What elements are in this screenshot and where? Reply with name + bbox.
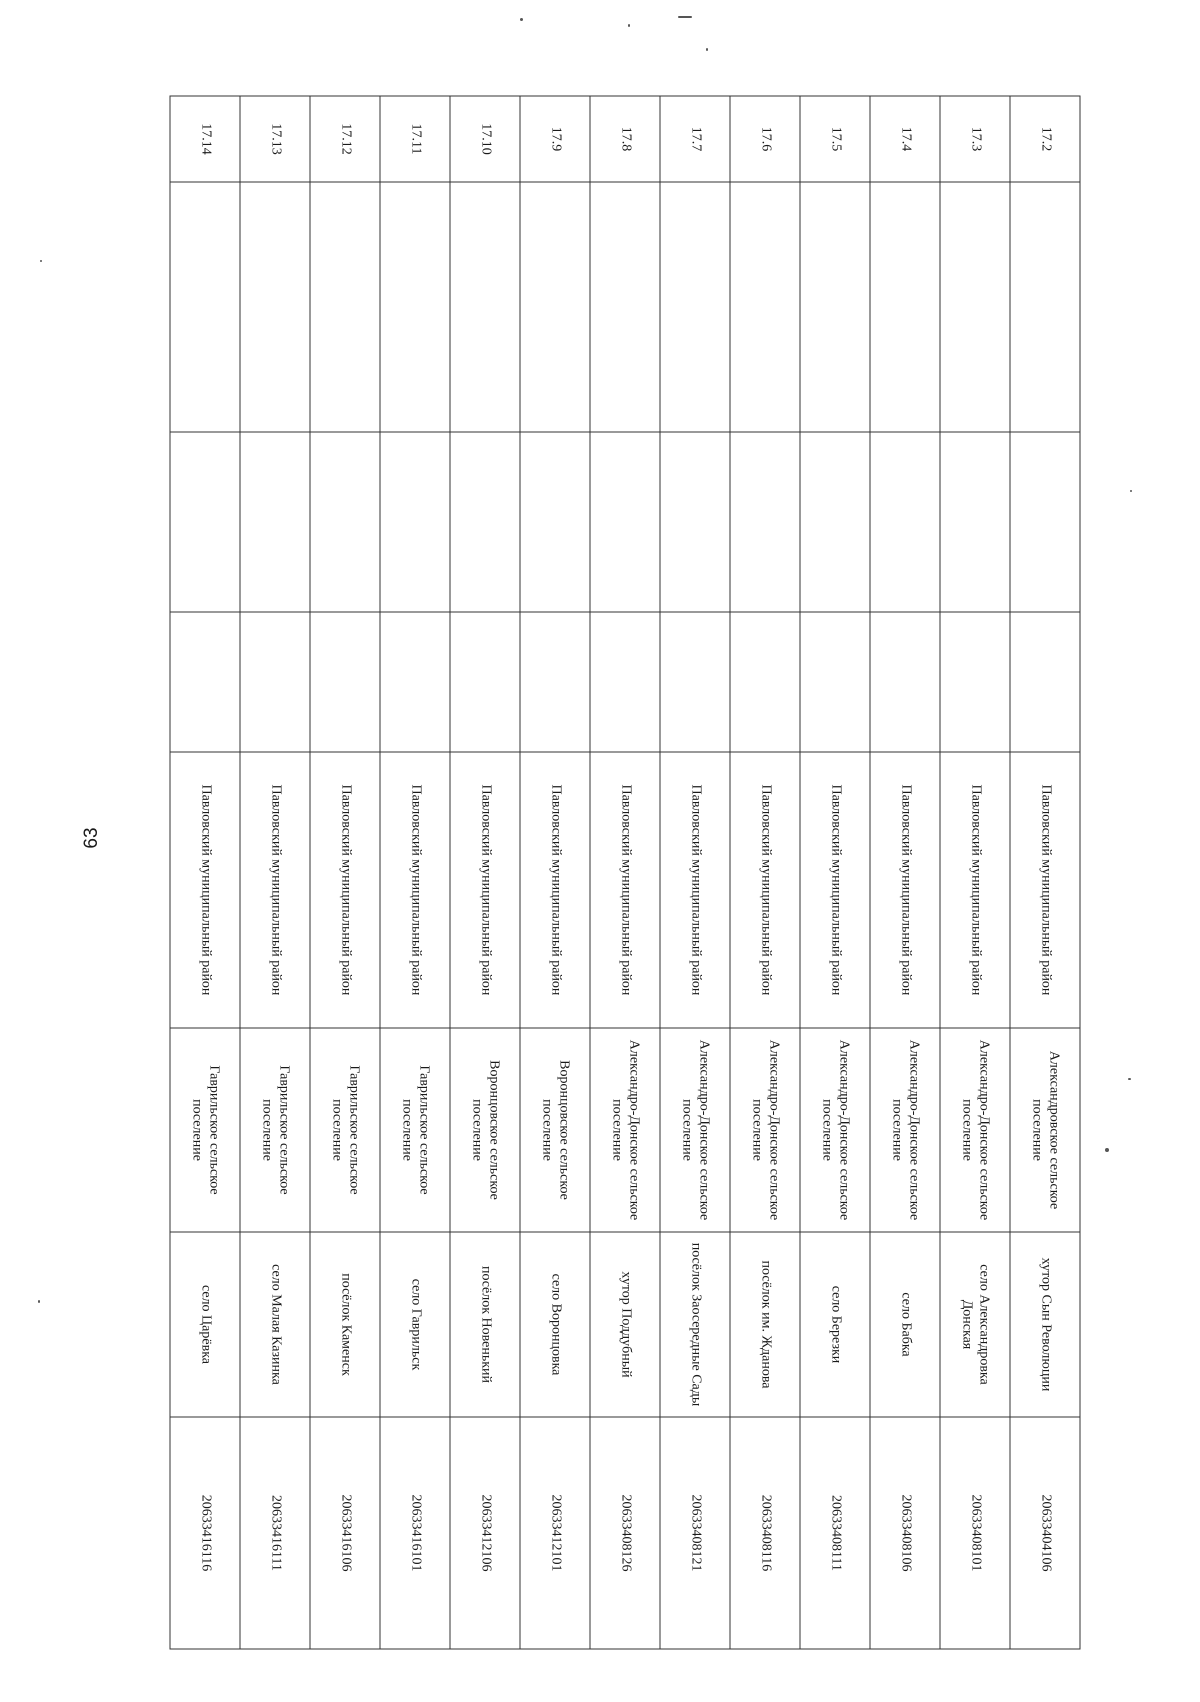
row-number-cell: 17.2	[1010, 96, 1080, 182]
empty-cell	[590, 182, 660, 432]
scan-speck	[678, 16, 692, 18]
code-cell: 20633412101	[520, 1417, 590, 1649]
row-number-cell: 17.9	[520, 96, 590, 182]
empty-cell	[170, 612, 240, 752]
empty-cell	[310, 182, 380, 432]
empty-cell	[940, 432, 1010, 612]
empty-cell	[800, 182, 870, 432]
empty-cell	[170, 182, 240, 432]
table-row	[730, 96, 800, 1649]
code-cell: 20633408116	[730, 1417, 800, 1649]
locality-cell: село Александровка Донская	[940, 1232, 1010, 1417]
locality-cell: хутор Сын Революции	[1010, 1232, 1080, 1417]
district-cell: Павловский муниципальный район	[940, 752, 1010, 1028]
row-number-cell: 17.12	[310, 96, 380, 182]
settlement-cell: Гаврильское сельское поселение	[240, 1028, 310, 1232]
row-number-cell: 17.10	[450, 96, 520, 182]
empty-cell	[310, 432, 380, 612]
settlement-cell: Гаврильское сельское поселение	[380, 1028, 450, 1232]
settlement-cell: Воронцовское сельское поселение	[450, 1028, 520, 1232]
settlement-cell: Воронцовское сельское поселение	[520, 1028, 590, 1232]
scan-speck	[40, 260, 42, 262]
table-row	[940, 96, 1010, 1649]
row-number-cell: 17.13	[240, 96, 310, 182]
table-row	[870, 96, 940, 1649]
locality-cell: село Бабка	[870, 1232, 940, 1417]
table-row	[170, 96, 240, 1649]
table-row	[380, 96, 450, 1649]
district-cell: Павловский муниципальный район	[450, 752, 520, 1028]
code-cell: 20633404106	[1010, 1417, 1080, 1649]
table-rotated-container	[170, 95, 1080, 1648]
empty-cell	[1010, 612, 1080, 752]
district-cell: Павловский муниципальный район	[870, 752, 940, 1028]
table-row	[520, 96, 590, 1649]
settlement-cell: Александро-Донское сельское поселение	[730, 1028, 800, 1232]
locality-cell: село Березки	[800, 1232, 870, 1417]
code-cell: 20633408121	[660, 1417, 730, 1649]
code-cell: 20633416106	[310, 1417, 380, 1649]
empty-cell	[730, 182, 800, 432]
district-cell: Павловский муниципальный район	[1010, 752, 1080, 1028]
row-number-cell: 17.5	[800, 96, 870, 182]
locality-cell: село Царёвка	[170, 1232, 240, 1417]
row-number-cell: 17.7	[660, 96, 730, 182]
locality-cell: посёлок им. Жданова	[730, 1232, 800, 1417]
code-cell: 20633416116	[170, 1417, 240, 1649]
empty-cell	[170, 432, 240, 612]
code-cell: 20633416101	[380, 1417, 450, 1649]
table-row	[1010, 96, 1080, 1649]
row-number-cell: 17.14	[170, 96, 240, 182]
row-number-cell: 17.3	[940, 96, 1010, 182]
locality-cell: село Гаврильск	[380, 1232, 450, 1417]
table-row	[310, 96, 380, 1649]
row-number-cell: 17.8	[590, 96, 660, 182]
page-number: 63	[81, 827, 102, 849]
empty-cell	[520, 612, 590, 752]
row-number-cell: 17.4	[870, 96, 940, 182]
settlement-cell: Александро-Донское сельское поселение	[800, 1028, 870, 1232]
district-cell: Павловский муниципальный район	[730, 752, 800, 1028]
empty-cell	[730, 612, 800, 752]
table-row	[660, 96, 730, 1649]
locality-cell: посёлок Заосередные Сады	[660, 1232, 730, 1417]
registry-table	[169, 95, 1080, 1649]
empty-cell	[660, 182, 730, 432]
empty-cell	[800, 612, 870, 752]
locality-cell: посёлок Новенький	[450, 1232, 520, 1417]
scan-speck	[1130, 490, 1132, 492]
locality-cell: посёлок Каменск	[310, 1232, 380, 1417]
empty-cell	[940, 612, 1010, 752]
settlement-cell: Гаврильское сельское поселение	[310, 1028, 380, 1232]
empty-cell	[590, 612, 660, 752]
table-row	[240, 96, 310, 1649]
empty-cell	[240, 612, 310, 752]
scan-speck	[706, 48, 708, 51]
empty-cell	[450, 612, 520, 752]
code-cell: 20633412106	[450, 1417, 520, 1649]
empty-cell	[380, 182, 450, 432]
code-cell: 20633408106	[870, 1417, 940, 1649]
scan-speck	[520, 18, 523, 21]
district-cell: Павловский муниципальный район	[380, 752, 450, 1028]
empty-cell	[450, 182, 520, 432]
district-cell: Павловский муниципальный район	[310, 752, 380, 1028]
row-number-cell: 17.11	[380, 96, 450, 182]
row-number-cell: 17.6	[730, 96, 800, 182]
district-cell: Павловский муниципальный район	[590, 752, 660, 1028]
code-cell: 20633408126	[590, 1417, 660, 1649]
table-row	[800, 96, 870, 1649]
settlement-cell: Александро-Донское сельское поселение	[940, 1028, 1010, 1232]
locality-cell: село Воронцовка	[520, 1232, 590, 1417]
table-row	[590, 96, 660, 1649]
empty-cell	[520, 182, 590, 432]
district-cell: Павловский муниципальный район	[800, 752, 870, 1028]
empty-cell	[310, 612, 380, 752]
empty-cell	[1010, 182, 1080, 432]
empty-cell	[1010, 432, 1080, 612]
empty-cell	[730, 432, 800, 612]
empty-cell	[870, 612, 940, 752]
table-row	[450, 96, 520, 1649]
settlement-cell: Гаврильское сельское поселение	[170, 1028, 240, 1232]
locality-cell: село Малая Казинка	[240, 1232, 310, 1417]
scan-speck	[38, 1300, 40, 1303]
empty-cell	[520, 432, 590, 612]
district-cell: Павловский муниципальный район	[240, 752, 310, 1028]
empty-cell	[940, 182, 1010, 432]
district-cell: Павловский муниципальный район	[520, 752, 590, 1028]
code-cell: 20633408111	[800, 1417, 870, 1649]
empty-cell	[870, 182, 940, 432]
settlement-cell: Александро-Донское сельское поселение	[660, 1028, 730, 1232]
settlement-cell: Александровское сельское поселение	[1010, 1028, 1080, 1232]
code-cell: 20633416111	[240, 1417, 310, 1649]
empty-cell	[240, 182, 310, 432]
settlement-cell: Александро-Донское сельское поселение	[590, 1028, 660, 1232]
empty-cell	[800, 432, 870, 612]
empty-cell	[590, 432, 660, 612]
district-cell: Павловский муниципальный район	[170, 752, 240, 1028]
scan-speck	[1128, 1078, 1131, 1080]
scan-speck	[1105, 1148, 1109, 1152]
empty-cell	[660, 432, 730, 612]
empty-cell	[380, 432, 450, 612]
empty-cell	[380, 612, 450, 752]
locality-cell: хутор Поддубный	[590, 1232, 660, 1417]
district-cell: Павловский муниципальный район	[660, 752, 730, 1028]
empty-cell	[870, 432, 940, 612]
empty-cell	[450, 432, 520, 612]
empty-cell	[660, 612, 730, 752]
empty-cell	[240, 432, 310, 612]
scan-speck	[628, 24, 630, 27]
settlement-cell: Александро-Донское сельское поселение	[870, 1028, 940, 1232]
code-cell: 20633408101	[940, 1417, 1010, 1649]
